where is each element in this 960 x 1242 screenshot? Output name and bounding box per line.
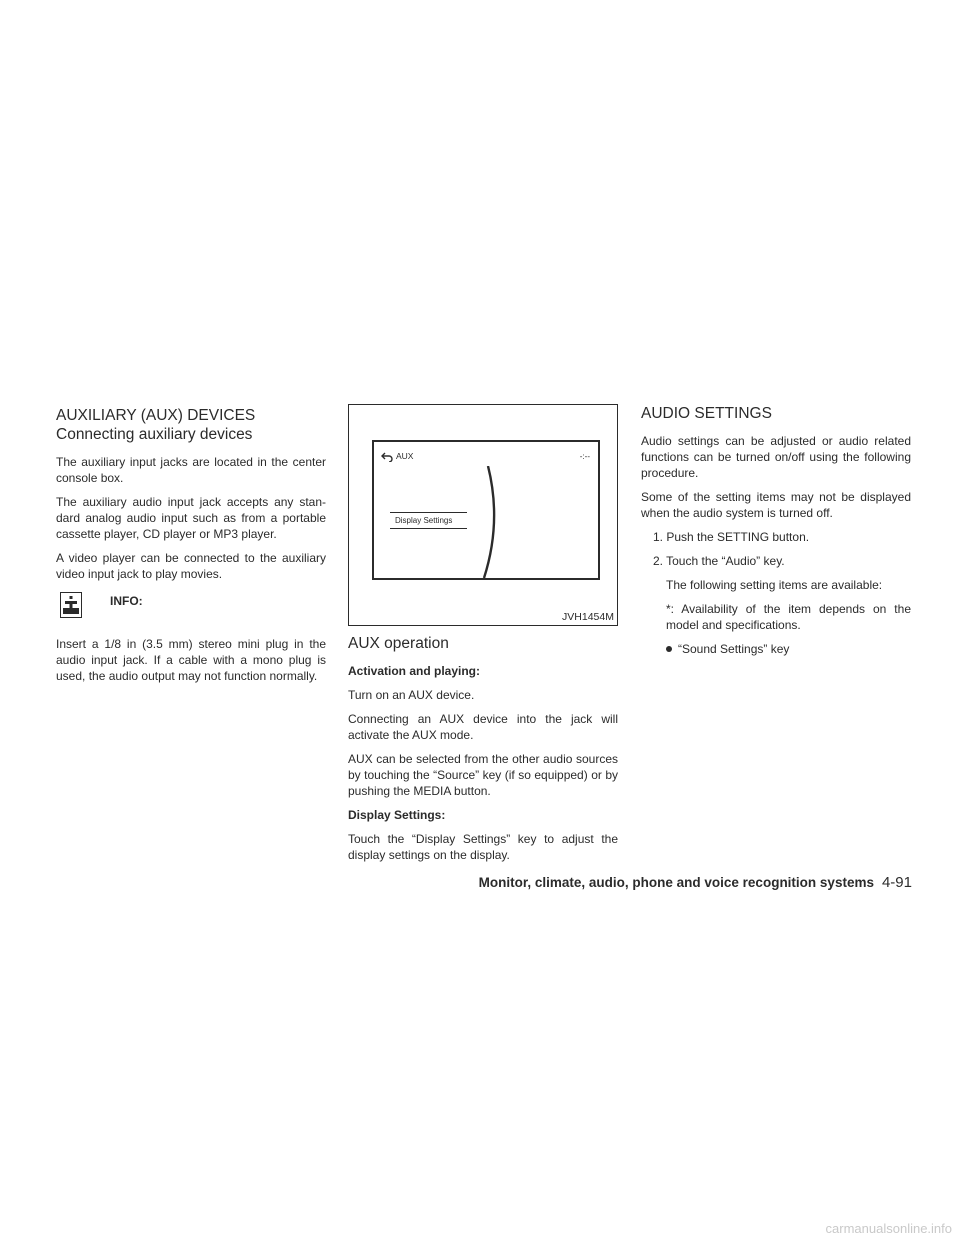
paragraph-available-items: The following setting items are available: xyxy=(666,578,883,592)
column-auxiliary-devices xyxy=(56,404,326,692)
paragraph-audio-input: The auxiliary audio input jack accepts any stan-dard analog audio input such as from a portable cassette player, CD player or MP3 player. xyxy=(56,495,326,541)
section-title-aux-operation: AUX operation xyxy=(348,635,449,652)
info-label: INFO: xyxy=(110,594,143,608)
footer-section-title: Monitor, climate, audio, phone and voice recognition systems xyxy=(478,875,874,890)
screen-divider-top xyxy=(390,512,467,513)
screen-title: AUX xyxy=(396,451,414,461)
paragraph-display-settings: Touch the “Display Settings” key to adjust the display settings on the display. xyxy=(348,832,618,862)
watermark: carmanualsonline.info xyxy=(825,1221,952,1236)
info-icon xyxy=(60,592,82,618)
back-arrow-icon xyxy=(381,452,393,462)
paragraph-select-source: AUX can be selected from the other audio sources by touching the “Source” key (if so equipped) or by pushing the MEDIA button. xyxy=(348,752,618,798)
paragraph-availability-note: *: Availability of the item depends on the model and specifications. xyxy=(666,602,911,632)
bullet-sound-settings xyxy=(666,641,911,657)
info-block xyxy=(56,590,326,630)
figure-code: JVH1454M xyxy=(562,611,614,623)
section-title-audio-settings: AUDIO SETTINGS xyxy=(641,405,772,422)
paragraph-jack-location: The auxiliary input jacks are located in the center console box. xyxy=(56,455,326,485)
subsection-title-connecting: Connecting auxiliary devices xyxy=(56,426,253,443)
column-audio-settings xyxy=(641,404,911,665)
paragraph-not-displayed: Some of the setting items may not be displayed when the audio system is turned off. xyxy=(641,490,911,520)
step-touch-audio: 2. Touch the “Audio” key. xyxy=(653,554,785,568)
bullet-icon xyxy=(666,646,672,652)
subheading-display-settings: Display Settings: xyxy=(348,808,446,822)
subheading-activation: Activation and playing: xyxy=(348,664,481,678)
screen-time: -:-- xyxy=(579,452,590,461)
screen-divider-bottom xyxy=(390,528,467,529)
bullet-sound-settings-label: “Sound Settings” key xyxy=(678,642,790,656)
paragraph-mini-plug: Insert a 1/8 in (3.5 mm) stereo mini plug in the audio input jack. If a cable with a mono plug is used, the audio output may not function normally. xyxy=(56,637,326,683)
paragraph-video-input: A video player can be connected to the auxiliary video input jack to play movies. xyxy=(56,551,326,581)
section-title-aux-devices: AUXILIARY (AUX) DEVICES xyxy=(56,407,256,424)
column-aux-operation xyxy=(348,404,618,871)
volume-arc-graphic xyxy=(478,466,508,578)
page-number: 4-91 xyxy=(881,874,912,891)
page-footer xyxy=(479,874,912,891)
display-settings-key[interactable]: Display Settings xyxy=(395,516,453,525)
paragraph-audio-settings: Audio settings can be adjusted or audio related functions can be turned on/off using the following procedure. xyxy=(641,434,911,480)
step-push-setting: 1. Push the SETTING button. xyxy=(653,530,810,544)
paragraph-turn-on: Turn on an AUX device. xyxy=(348,688,475,702)
paragraph-connecting: Connecting an AUX device into the jack will activate the AUX mode. xyxy=(348,712,618,742)
aux-screen-figure xyxy=(348,404,618,626)
aux-screen-display xyxy=(372,440,600,580)
